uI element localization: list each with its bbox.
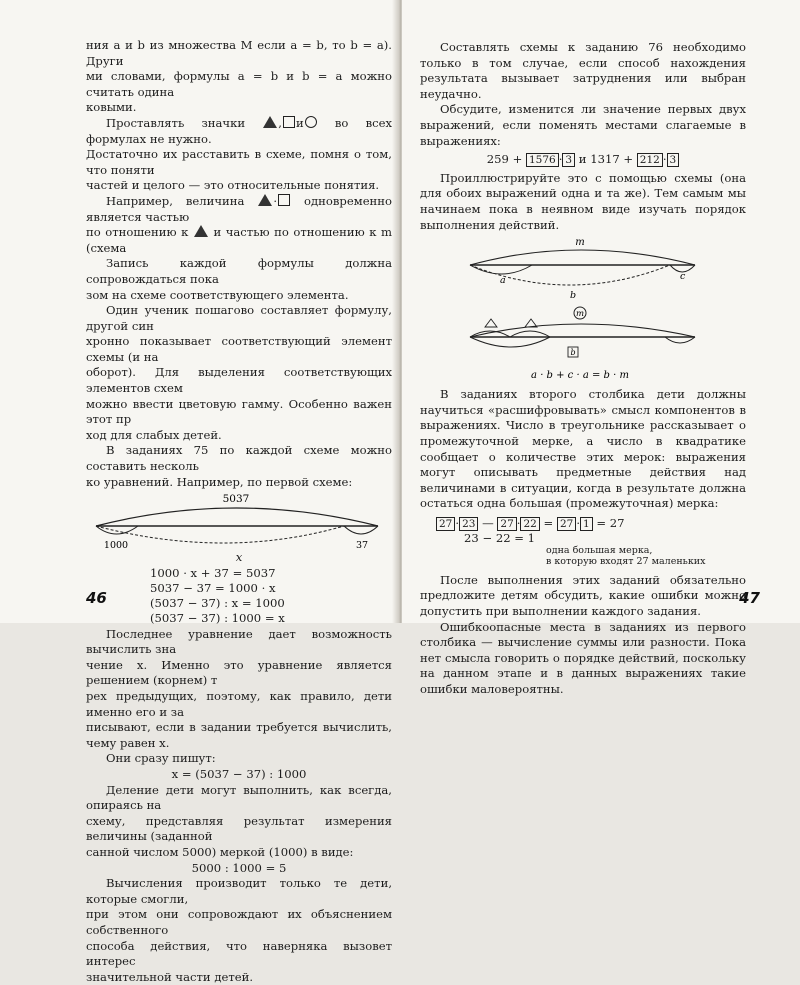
equation: 1000 · x + 37 = 5037 (150, 565, 276, 580)
square-number: 3 (562, 153, 575, 167)
square-number: 1 (580, 517, 593, 531)
diagram1-label-c: c (680, 271, 686, 283)
equation: 5037 − 37 = 1000 · x (150, 581, 276, 596)
formula: x = (5037 − 37) : 1000 (171, 766, 307, 781)
text-line: писывают, если в задании требуется вычислить, чему равен x. (86, 720, 392, 750)
triangle-number: 1576 (526, 153, 559, 167)
page-number: 46 (86, 589, 107, 607)
left-page (0, 0, 398, 984)
diagram2-label-b: b (570, 348, 576, 358)
diagram2-arc-m (470, 324, 695, 337)
text-line: ход для слабых детей. (86, 427, 222, 442)
text-line: Вычисления производит только те дети, которые смогли, (86, 876, 392, 906)
diagram1-arc-m (470, 250, 695, 265)
triangle-icon (263, 116, 277, 128)
text-line: Проставлять значки , и во всех формулах не нужно. (86, 115, 393, 146)
triangle-number: 27 (497, 517, 516, 531)
square-icon (278, 194, 290, 206)
equation: (5037 − 37) : 1000 = x (150, 611, 285, 626)
paragraph: После выполнения этих заданий обязательно предложите детям обсудить, какие ошибки можно допустить при выполнении каждого задания. (420, 572, 746, 619)
text-line: Они сразу пишут: (106, 751, 216, 766)
expression-block: 27 · 23 — 27 · 22 = 27 · 1 = 27 23 − 22 = 1 одна большая мерка, в которую входят 27 маленьких (436, 516, 746, 567)
circle-icon (305, 116, 317, 128)
formula: 5000 : 1000 = 5 (191, 860, 287, 875)
triangle-number: 27 (557, 517, 576, 531)
text-line: Запись каждой формулы должна сопровождаться пока (86, 256, 392, 286)
expression-note: одна большая мерка, в которую входят 27 маленьких (546, 544, 706, 567)
text-line: Например, величина · одновременно является частью (86, 193, 392, 224)
square-number: 23 (459, 517, 478, 531)
arc-part-b (344, 526, 378, 534)
diagram2-label-m: m (575, 309, 585, 320)
square-icon (283, 116, 295, 128)
text-line: частей и целого — это относительные понятия. (86, 178, 380, 193)
triangle-icon (194, 225, 208, 237)
text-line: Один ученик пошагово составляет формулу, другой син (86, 303, 392, 333)
text-line: Деление дети могут выполнить, как всегда, опираясь на (86, 782, 392, 813)
text-line: чение x. Именно это уравнение является решением (корнем) т (86, 657, 392, 688)
right-page (402, 0, 800, 697)
text-line: ния a и b из множества M если a = b, то b = a). Други (86, 38, 392, 68)
expression-under: 23 − 22 = 1 (464, 530, 536, 545)
diagram2-formula: a · b + c · a = b · m (531, 370, 629, 382)
triangle-number: 27 (436, 517, 455, 531)
text-line: при этом они сопровождают их объяснением собственного (86, 907, 392, 937)
scheme-diagram-5037 (86, 492, 386, 554)
right-column (420, 40, 746, 698)
diagram1-label-b: b (570, 290, 577, 302)
text-line: оборот). Для выделения соответствующих элементов схем (86, 365, 392, 396)
arc-total (96, 508, 378, 526)
diagram1-label-a: a (500, 275, 506, 287)
equation: (5037 − 37) : x = 1000 (150, 596, 285, 611)
text-line: способа действия, что наверняка вызовет интерес (86, 938, 392, 969)
diagram-label-x: x (235, 550, 243, 565)
diagram-label-b: 37 (355, 540, 369, 552)
paragraph: Обсудите, изменится ли значение первых двух выражений, если поменять местами слагаемые в выражениях: (420, 102, 746, 148)
page-number: 47 (739, 589, 760, 607)
scheme-diagrams-m (420, 235, 746, 385)
text-line: схему, представляя результат измерения величины (заданной (86, 813, 392, 844)
text-line: можно ввести цветовую гамму. Особенно важен этот пр (86, 396, 392, 427)
text-line: ми словами, формулы a = b и b = a можно считать одина (86, 69, 392, 99)
expression-line: 259 + 1576 · 3 и 1317 + 212 · 3 (420, 152, 746, 168)
text-line: хронно показывает соответствующий элемент схемы (и на (86, 334, 392, 364)
text-line: ко уравнений. Например, по первой схеме: (86, 474, 353, 489)
text-line: по отношению к и частью по отношению к m (схема (86, 225, 393, 255)
square-number: 3 (667, 153, 680, 167)
triangle-number: 212 (637, 153, 663, 167)
diagram1-label-m: m (575, 237, 585, 249)
text-line: санной числом 5000) меркой (1000) в виде: (86, 844, 354, 859)
diagram2-arc-c (665, 337, 695, 343)
diagram1-arc-a (470, 265, 532, 274)
diagram2-arc-under (470, 337, 550, 347)
diagram-label-a: 1000 (103, 540, 129, 552)
text-line: Достаточно их расставить в схеме, помня о том, что поняти (86, 147, 392, 177)
square-number: 22 (520, 517, 539, 531)
paragraph: В заданиях второго столбика дети должны научиться «расшифровывать» смысл компонентов в выражениях. Число в треугольнике рассказывает о промежуточной мерке, а число в квадратике сообщает о количестве этих мерок: выражения могут описывать предметные действия над величинами в ситуации, когда в результате должна остаться одна большая (промежуточная) мерка: (420, 387, 746, 511)
text-line: Последнее уравнение дает возможность вычислить зна (86, 626, 392, 657)
text-line: значительной части детей. (86, 969, 254, 984)
paragraph: Составлять схемы к заданию 76 необходимо только в том случае, если способ нахождения результата вызывает затруднения или выбран неудачно. (420, 40, 746, 101)
paragraph: Проиллюстрируйте это с помощью схемы (она для обоих выражений одна и та же). Тем самым мы начинаем пока в неявном виде изучать порядок выполнения действий. (420, 170, 746, 232)
text-line: зом на схеме соответствующего элемента. (86, 287, 349, 302)
left-column (86, 38, 392, 985)
triangle-icon (485, 319, 497, 327)
triangle-icon (258, 194, 272, 206)
diagram2-arc-2 (510, 331, 550, 337)
text-line: ковыми. (86, 100, 137, 115)
text-line: рех предыдущих, поэтому, как правило, дети именно его и за (86, 689, 392, 719)
text-line: В заданиях 75 по каждой схеме можно составить несколь (86, 443, 392, 474)
diagram-label-total: 5037 (222, 493, 250, 506)
paragraph: Ошибкоопасные места в заданиях из первого столбика — вычисление суммы или разности. Пока нет смысла говорить о порядке действий, поскольку на данном этапе и в данных выражениях такие ошибки маловероятны. (420, 619, 746, 697)
